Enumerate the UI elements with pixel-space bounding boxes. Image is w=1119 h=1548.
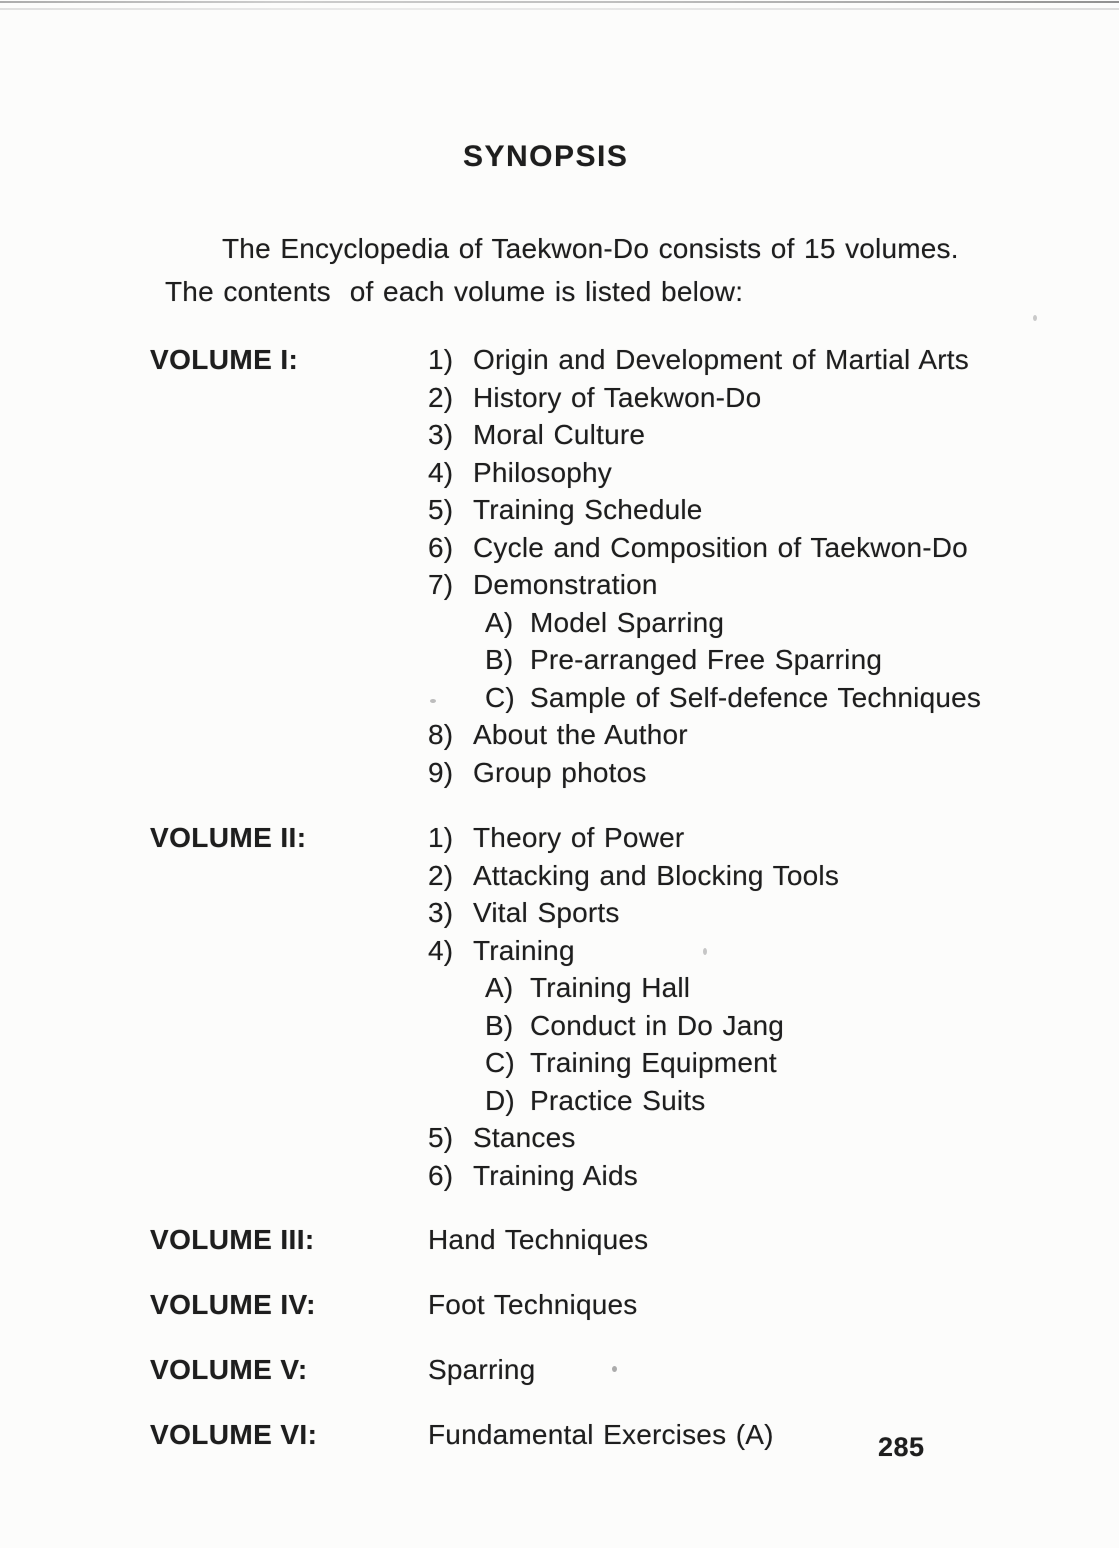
item-text: Moral Culture (473, 419, 646, 450)
item-number: C) (485, 1047, 515, 1078)
item-number: 5) (428, 1122, 454, 1153)
item-number: B) (485, 644, 514, 675)
intro-line-1: The Encyclopedia of Taekwon-Do consists of 15 volumes. (222, 233, 959, 264)
list-item (428, 1157, 839, 1195)
volume-items (428, 819, 839, 1194)
list-item (428, 416, 981, 454)
list-item (428, 1119, 839, 1157)
item-text: Practice Suits (530, 1084, 706, 1116)
volume-label: VOLUME VI: (150, 1419, 318, 1450)
list-item (428, 894, 839, 932)
item-text: Training Aids (473, 1159, 638, 1191)
list-item (428, 491, 981, 529)
volume-label: VOLUME V: (150, 1354, 308, 1385)
item-number: 3) (428, 897, 454, 928)
item-number: 2) (428, 859, 454, 891)
item-number: 4) (428, 934, 454, 966)
item-number: 5) (428, 494, 454, 525)
item-text: Origin and Development of Martial Arts (473, 344, 969, 375)
scan-speck (612, 1366, 617, 1372)
volume-label: VOLUME III: (150, 1224, 315, 1255)
item-number: 9) (428, 756, 454, 788)
item-number: 1) (428, 344, 454, 375)
item-text: History of Taekwon-Do (473, 381, 762, 413)
item-text: Pre-arranged Free Sparring (530, 644, 883, 675)
list-item (428, 379, 981, 417)
item-text: Attacking and Blocking Tools (473, 859, 840, 891)
scan-artifact-top-line (0, 1, 1119, 3)
list-item (428, 857, 839, 895)
item-text: Cycle and Composition of Taekwon-Do (473, 531, 968, 563)
item-text: Stances (473, 1122, 576, 1153)
list-item (428, 932, 839, 970)
item-text: Theory of Power (473, 822, 685, 853)
volume-label: VOLUME IV: (150, 1289, 316, 1320)
intro-line-2: The contents of each volume is listed below: (165, 276, 744, 307)
item-text: Philosophy (473, 456, 612, 488)
scan-speck (703, 948, 707, 955)
item-number: D) (485, 1084, 515, 1116)
item-text: About the Author (473, 719, 688, 750)
item-text: Conduct in Do Jang (530, 1009, 785, 1041)
item-number: 6) (428, 1159, 454, 1191)
item-text: Group photos (473, 756, 647, 788)
list-item (428, 566, 981, 604)
item-number: 8) (428, 719, 454, 750)
volume-description: Hand Techniques (428, 1224, 649, 1255)
volume-items (428, 1286, 637, 1324)
list-item (428, 341, 981, 379)
item-number: 1) (428, 822, 454, 853)
list-subitem (428, 679, 981, 717)
list-subitem (428, 641, 981, 679)
item-number: 7) (428, 569, 454, 600)
item-number: 4) (428, 456, 454, 488)
list-item (428, 754, 981, 792)
item-text: Model Sparring (530, 606, 725, 638)
volume-items (428, 1416, 774, 1454)
item-number: A) (485, 972, 514, 1003)
scan-speck (430, 699, 436, 703)
volume-label: VOLUME I: (150, 344, 299, 375)
list-subitem (428, 1082, 839, 1120)
item-text: Vital Sports (473, 897, 620, 928)
list-item (428, 529, 981, 567)
volume-label: VOLUME II: (150, 822, 307, 853)
item-text: Training (473, 934, 575, 966)
volume-items (428, 341, 981, 791)
item-text: Sample of Self-defence Techniques (530, 681, 982, 713)
item-number: A) (485, 606, 514, 638)
item-number: B) (485, 1009, 514, 1041)
list-subitem (428, 969, 839, 1007)
item-text: Training Schedule (473, 494, 703, 525)
list-subitem (428, 1007, 839, 1045)
list-item (428, 716, 981, 754)
volume-description: Sparring (428, 1354, 536, 1385)
volume-description: Fundamental Exercises (A) (428, 1419, 774, 1450)
page-number: 285 (878, 1432, 925, 1462)
volume-description: Foot Techniques (428, 1289, 638, 1320)
list-item (428, 819, 839, 857)
list-subitem (428, 1044, 839, 1082)
item-number: C) (485, 681, 515, 713)
scan-speck (1033, 315, 1037, 321)
item-number: 6) (428, 531, 454, 563)
page-title: SYNOPSIS (463, 140, 629, 173)
scan-artifact-top-line-2 (0, 8, 1119, 10)
item-number: 3) (428, 419, 454, 450)
item-number: 2) (428, 381, 454, 413)
volume-items (428, 1351, 535, 1389)
list-subitem (428, 604, 981, 642)
item-text: Demonstration (473, 569, 658, 600)
item-text: Training Equipment (530, 1047, 777, 1078)
item-text: Training Hall (530, 972, 691, 1003)
list-item (428, 454, 981, 492)
volume-items (428, 1221, 648, 1259)
